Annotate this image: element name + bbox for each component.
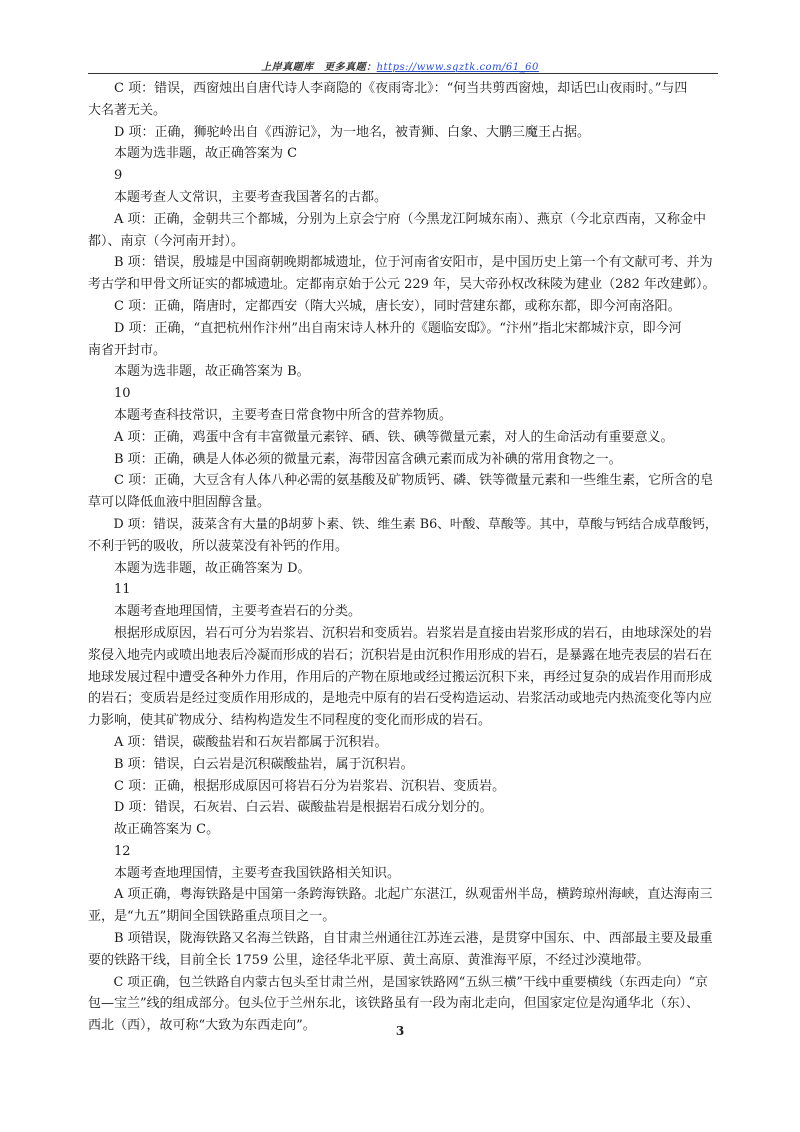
- text-line: 南省开封市。: [88, 342, 167, 358]
- text-line: D 项：正确，“直把杭州作汴州”出自南宋诗人林升的《题临安邸》。“汴州”指北宋都城汴京，即今河: [114, 320, 682, 336]
- text-line: 大名著无关。: [88, 102, 167, 118]
- text-line: 地球发展过程中遭受各种外力作用，作用后的产物在原地或经过搬运沉积下来，再经过复杂的成岩作用而形成: [88, 669, 713, 685]
- text-line: 故正确答案为 C。: [114, 822, 220, 838]
- text-line: D 项：错误，菠菜含有大量的β胡萝卜素、铁、维生素 B6、叶酸、草酸等。其中，草酸与钙结合成草酸钙，: [113, 516, 718, 532]
- text-line: 本题考查科技常识，主要考查日常食物中所含的营养物质。: [114, 407, 453, 423]
- text-line: C 项：正确，隋唐时，定都西安（隋大兴城，唐长安），同时营建东都，或称东都，即今河南洛阳。: [114, 298, 681, 314]
- text-line: 的岩石；变质岩是经过变质作用形成的，是地壳中原有的岩石受构造运动、岩浆活动或地壳内热流变化等内应: [88, 691, 713, 707]
- page-number: 3: [395, 1024, 405, 1038]
- text-line: 都）、南京（今河南开封）。: [88, 233, 245, 249]
- text-line: 西北（西），故可称“大致为东西走向”。: [88, 1018, 316, 1034]
- header-link[interactable]: https://www.sqztk.com/61_60: [376, 62, 539, 73]
- question-number: 10: [114, 386, 131, 402]
- text-line: B 项：错误，殷墟是中国商朝晚期都城遗址，位于河南省安阳市，是中国历史上第一个有文献可考、并为: [114, 255, 713, 271]
- text-line: C 项：错误，西窗烛出自唐代诗人李商隐的《夜雨寄北》：“何当共剪西窗烛，却话巴山夜雨时。”与四: [114, 81, 688, 96]
- text-line: D 项：正确，狮驼岭出自《西游记》，为一地名，被青狮、白象、大鹏三魔王占据。: [114, 124, 591, 140]
- question-number: 11: [114, 582, 131, 598]
- text-line: A 项：正确，金朝共三个都城，分别为上京会宁府（今黑龙江阿城东南）、燕京（今北京西南，又称金中: [114, 211, 707, 227]
- text-line: 本题为选非题，故正确答案为 D。: [114, 560, 311, 576]
- text-line: 本题为选非题，故正确答案为 B。: [114, 364, 310, 380]
- text-line: B 项：正确，碘是人体必须的微量元素，海带因富含碘元素而成为补碘的常用食物之一。: [114, 451, 622, 467]
- text-line: A 项：错误，碳酸盐岩和石灰岩都属于沉积岩。: [114, 734, 388, 750]
- text-line: 本题为选非题，故正确答案为 C: [114, 146, 298, 162]
- text-line: 草可以降低血液中胆固醇含量。: [88, 495, 271, 511]
- header-rule: [88, 73, 718, 74]
- text-line: A 项：正确，鸡蛋中含有丰富微量元素锌、硒、铁、碘等微量元素，对人的生命活动有重要意义。: [114, 429, 674, 445]
- text-line: 本题考查地理国情，主要考查我国铁路相关知识。: [114, 865, 401, 881]
- text-line: 包—宝兰”线的组成部分。包头位于兰州东北，该铁路虽有一段为南北走向，但国家定位是沟通华北（东）、: [88, 996, 700, 1012]
- text-line: 亚，是“九五”期间全国铁路重点项目之一。: [88, 909, 336, 925]
- question-number: 9: [114, 168, 123, 184]
- text-line: 不利于钙的吸收，所以菠菜没有补钙的作用。: [88, 538, 349, 554]
- text-line: C 项正确，包兰铁路自内蒙古包头至甘肃兰州，是国家铁路网“五纵三横”干线中重要横线（东西走向）“京: [113, 974, 708, 990]
- text-line: C 项：正确，大豆含有人体八种必需的氨基酸及矿物质钙、磷、铁等微量元素和一些维生素，它所含的皂: [114, 473, 714, 489]
- text-line: 根据形成原因，岩石可分为岩浆岩、沉积岩和变质岩。岩浆岩是直接由岩浆形成的岩石，由地球深处的岩: [114, 625, 713, 641]
- text-line: 本题考查人文常识，主要考查我国著名的古都。: [114, 189, 388, 205]
- text-line: 考古学和甲骨文所证实的都城遗址。定都南京始于公元 229 年，吴大帝孙权改秣陵为建业（282 年改建邺）。: [88, 277, 716, 293]
- text-line: 浆侵入地壳内或喷出地表后冷凝而形成的岩石；沉积岩是由沉积作用形成的岩石，是暴露在地壳表层的岩石在: [88, 647, 713, 663]
- text-line: B 项错误，陇海铁路又名海兰铁路，自甘肃兰州通往江苏连云港，是贯穿中国东、中、西部最主要及最重: [114, 931, 713, 947]
- text-line: 力影响，使其矿物成分、结构构造发生不同程度的变化而形成的岩石。: [88, 713, 492, 729]
- text-line: B 项：错误，白云岩是沉积碳酸盐岩，属于沉积岩。: [114, 756, 414, 772]
- document-body: [88, 78, 718, 1037]
- text-line: D 项：错误，石灰岩、白云岩、碳酸盐岩是根据岩石成分划分的。: [114, 800, 493, 816]
- text-line: C 项：正确，根据形成原因可将岩石分为岩浆岩、沉积岩、变质岩。: [114, 778, 506, 794]
- text-line: 要的铁路干线，目前全长 1759 公里，途径华北平原、黄土高原、黄淮海平原，不经过沙漠地带。: [88, 952, 650, 968]
- header-title: 上岸真题库 更多真题：: [261, 62, 377, 73]
- question-number: 12: [114, 843, 131, 859]
- page-header: [0, 58, 800, 73]
- text-line: A 项正确，粤海铁路是中国第一条跨海铁路。北起广东湛江，纵观雷州半岛，横跨琼州海峡，直达海南三: [114, 887, 713, 903]
- text-line: 本题考查地理国情，主要考查岩石的分类。: [114, 604, 362, 620]
